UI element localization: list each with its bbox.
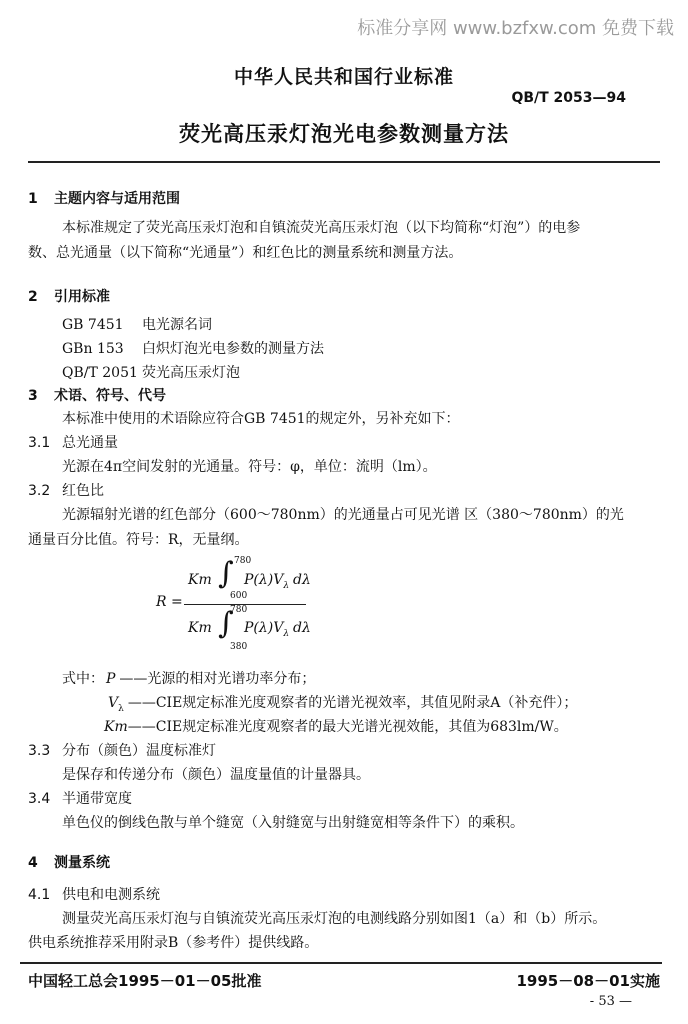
watermark: 标准分享网 www.bzfxw.com 免费下载 <box>357 18 674 39</box>
section-1-para-line1: 本标准规定了荧光高压汞灯泡和自镇流荧光高压汞灯泡（以下均简称“灯泡”）的电参 <box>62 220 581 236</box>
page-number: - 53 — <box>589 994 632 1009</box>
section-3-4-text: 单色仪的倒线色散与单个缝宽（入射缝宽与出射缝宽相等条件下）的乘积。 <box>62 815 524 831</box>
formula-denominator-coef: Km <box>188 620 212 636</box>
section-2-heading: 2 引用标准 <box>28 289 110 305</box>
section-3-heading: 3 术语、符号、代号 <box>28 388 166 404</box>
section-4-1-para-line1: 测量荧光高压汞灯泡与自镇流荧光高压汞灯泡的电测线路分别如图1（a）和（b）所示。 <box>62 911 607 927</box>
header-rule <box>28 161 660 163</box>
section-3-3-heading: 3.3 分布（颜色）温度标准灯 <box>28 743 216 759</box>
section-3-3-text: 是保存和传递分布（颜色）温度量值的计量器具。 <box>62 767 370 783</box>
formula-denominator-integrand: $P(\lambda)V_\lambda$ dλ <box>244 620 311 639</box>
section-1-heading: 1 主题内容与适用范围 <box>28 191 180 207</box>
effective-date: 1995－08－01实施 <box>516 972 660 990</box>
reference-item: GB 7451 电光源名词 <box>62 317 212 333</box>
standard-code: QB/T 2053—94 <box>511 90 626 106</box>
formula-denominator-lower: 380 <box>230 642 248 652</box>
standard-title: 中华人民共和国行业标准 <box>233 66 454 88</box>
integral-sign: ∫ <box>218 606 234 641</box>
section-3-2-para-line2: 通量百分比值。符号：R，无量纲。 <box>28 532 249 548</box>
formula-denominator-upper: 780 <box>230 605 248 615</box>
section-3-1-text: 光源在4π空间发射的光通量。符号：φ，单位：流明（lm）。 <box>62 459 437 475</box>
section-3-intro: 本标准中使用的术语除应符合GB 7451的规定外，另补充如下： <box>62 411 460 427</box>
section-3-2-para-line1: 光源辐射光谱的红色部分（600～780nm）的光通量占可见光谱 区（380～780nm）的光 <box>62 507 624 523</box>
integral-sign: ∫ <box>218 556 234 591</box>
section-3-1-heading: 3.1 总光通量 <box>28 435 118 451</box>
reference-item: QB/T 2051 荧光高压汞灯泡 <box>62 365 240 381</box>
section-3-2-heading: 3.2 红色比 <box>28 483 104 499</box>
where-line-p: 式中： P ——光源的相对光谱功率分布； <box>62 671 316 687</box>
section-4-1-para-line2: 供电系统推荐采用附录B（参考件）提供线路。 <box>28 935 319 951</box>
formula-lhs: R = <box>156 594 183 610</box>
section-4-heading: 4 测量系统 <box>28 855 110 871</box>
where-line-v: $V_\lambda$ ——CIE规定标准光度观察者的光谱光视效率，其值见附录A（补充件）； <box>108 695 578 714</box>
formula-numerator-integrand: $P(\lambda)V_\lambda$ dλ <box>244 572 311 591</box>
section-4-1-heading: 4.1 供电和电测系统 <box>28 887 160 903</box>
approval-date: 中国轻工总会1995－01－05批准 <box>28 972 262 990</box>
formula-numerator-lower: 600 <box>230 591 248 601</box>
section-1-para-line2: 数、总光通量（以下简称“光通量”）和红色比的测量系统和测量方法。 <box>28 245 463 261</box>
section-3-4-heading: 3.4 半通带宽度 <box>28 791 132 807</box>
footer-rule <box>20 962 662 964</box>
formula-numerator-upper: 780 <box>234 556 252 566</box>
where-line-km: Km——CIE规定标准光度观察者的最大光谱光视效能，其值为683lm/W。 <box>104 719 568 735</box>
reference-item: GBn 153 白炽灯泡光电参数的测量方法 <box>62 341 324 357</box>
document-title: 荧光高压汞灯泡光电参数测量方法 <box>179 122 509 146</box>
formula-numerator-coef: Km <box>188 572 212 588</box>
